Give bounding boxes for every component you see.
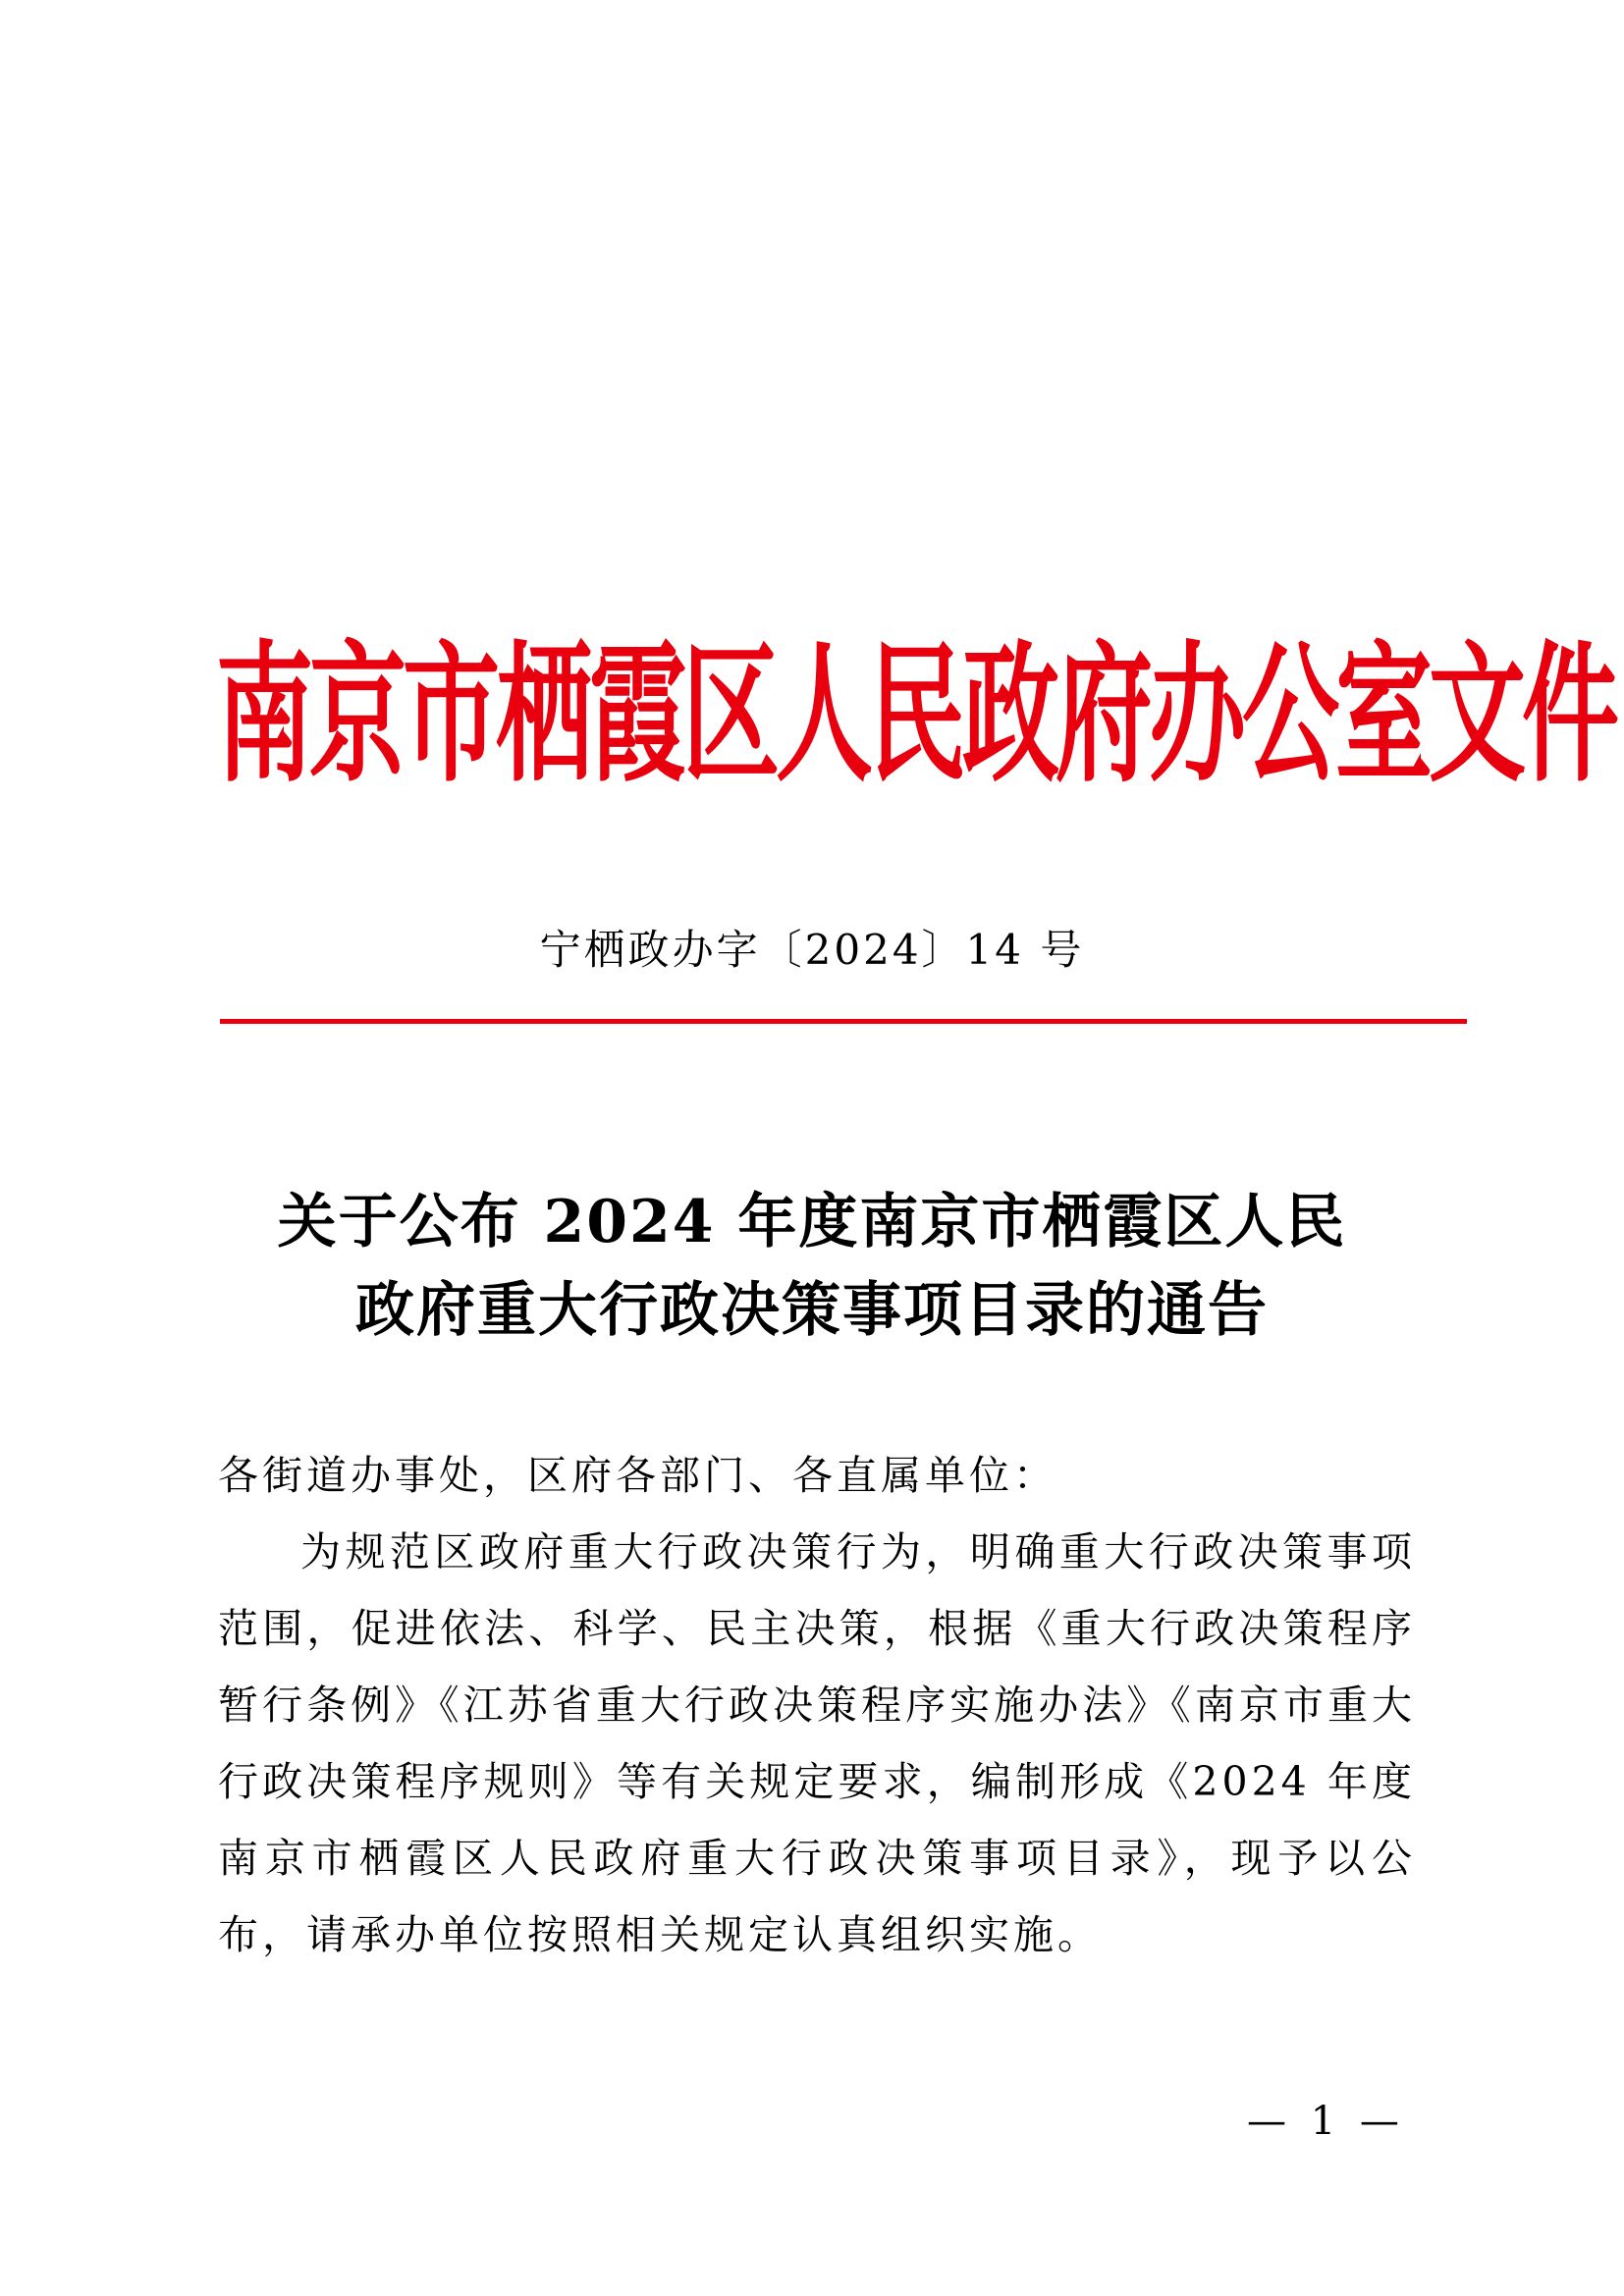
page-number: — 1 — [1247,2099,1405,2144]
document-number: 宁栖政办字〔2024〕14 号 [539,926,1085,974]
document-title [0,1178,1624,1355]
body-text [218,1437,1416,1973]
issuer-red-header: 南京市栖霞区人民政府办公室文件 [216,628,1615,804]
body-paragraph: 为规范区政府重大行政决策行为，明确重大行政决策事项范围，促进依法、科学、民主决策，根据《重大行政决策程序暂行条例》《江苏省重大行政决策程序实施办法》《南京市重大行政决策程序规则》等有关规定要求，编制形成《2024 年度南京市栖霞区人民政府重大行政决策事项目录》，现予以公布，请承办单位按照相关规定认真组织实施。 [218,1528,1416,1958]
red-divider-line [220,1019,1467,1024]
title-line-2: 政府重大行政决策事项目录的通告 [355,1276,1269,1345]
salutation: 各街道办事处，区府各部门、各直属单位： [218,1452,1057,1499]
title-line-1: 关于公布 2024 年度南京市栖霞区人民 [277,1188,1347,1256]
